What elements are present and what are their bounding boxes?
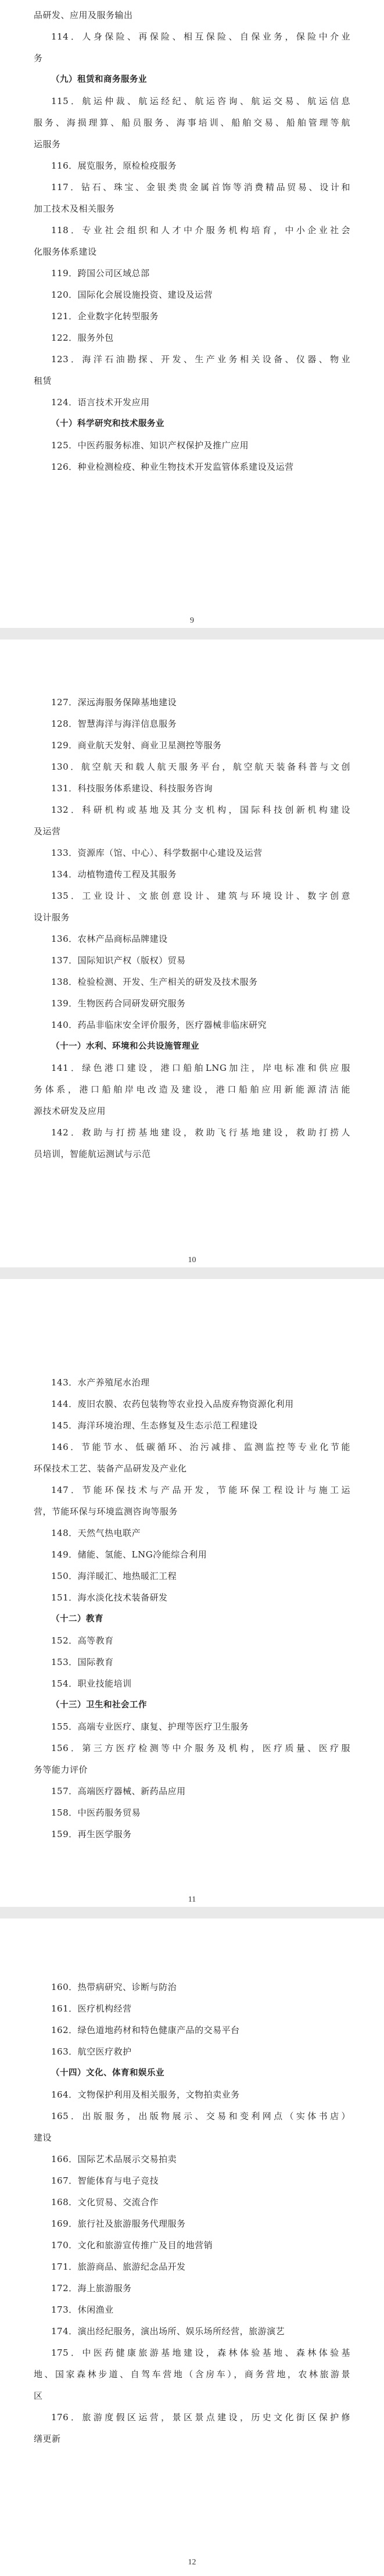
document-page — [0, 639, 384, 1267]
text-line: 162．绿色道地药材和特色健康产品的交易平台 — [51, 2025, 240, 2035]
text-line: 121．企业数字化转型服务 — [51, 311, 159, 321]
text-line: 115．航运仲裁、航运经纪、航运咨询、航运交易、航运信息 — [51, 96, 350, 106]
text-line: 172．海上旅游服务 — [51, 2283, 132, 2293]
text-line: 145．海洋环境治理、生态修复及生态示范工程建设 — [51, 1420, 258, 1431]
text-line: 125．中医药服务标准、知识产权保护及推广应用 — [51, 440, 249, 451]
page-number: 9 — [190, 616, 194, 625]
text-line: 157．高端医疗器械、新药品应用 — [51, 1786, 186, 1796]
text-line: 127．深远海服务保障基地建设 — [51, 697, 177, 708]
text-line: 138．检验检测、开发、生产相关的研发及技术服务 — [51, 977, 258, 987]
text-line: 务体系，港口船舶岸电改造及建设，港口船舶应用新能源清洁能 — [34, 1084, 350, 1095]
text-line: 147．节能环保技术与产品开发，节能环保工程设计与施工运 — [51, 1485, 350, 1495]
text-line: 126．种业检测检疫、种业生物技术开发监管体系建设及运营 — [51, 462, 294, 472]
document-page — [0, 0, 384, 628]
text-line: 137．国际知识产权（版权）贸易 — [51, 955, 186, 966]
document-page — [0, 1279, 384, 1907]
text-line: 159．再生医学服务 — [51, 1829, 132, 1839]
text-line: 118．专业社会组织和人才中介服务机构培育，中小企业社会 — [51, 225, 350, 235]
page-body — [34, 1977, 350, 2450]
text-line: 132．科研机构或基地及其分支机构，国际科技创新机构建设 — [51, 805, 350, 815]
text-line: 133．资源库（馆、中心）、科学数据中心建设及运营 — [51, 848, 263, 858]
text-line: 128．智慧海洋与海洋信息服务 — [51, 719, 177, 729]
text-line: 运服务 — [34, 139, 61, 149]
text-line: 119．跨国公司区域总部 — [51, 268, 150, 278]
text-line: 152．高等教育 — [51, 1635, 114, 1646]
text-line: 175．中医药健康旅游基地建设，森林体验基地、森林体验基 — [51, 2348, 350, 2358]
text-line: 170．文化和旅游宣传推广及目的地营销 — [51, 2240, 213, 2250]
page-separator — [0, 1267, 384, 1279]
text-line: 150．海洋暖汇、地热暖汇工程 — [51, 1571, 177, 1581]
section-heading: （十三）卫生和社会工作 — [51, 1700, 147, 1710]
text-line: 154．职业技能培训 — [51, 1678, 132, 1689]
page-body — [34, 5, 350, 478]
text-line: 务等能力评价 — [34, 1764, 88, 1775]
text-line: 151．海水淡化技术装备研发 — [51, 1592, 168, 1603]
text-line: 167．智能体育与电子竞技 — [51, 2175, 159, 2186]
text-line: 148．天然气热电联产 — [51, 1528, 141, 1538]
page-body — [34, 1372, 350, 1845]
text-line: 135．工业设计、文旅创意设计、建筑与环境设计、数字创意 — [51, 891, 350, 901]
text-line: 143．水产养殖尾水治理 — [51, 1377, 150, 1388]
text-line: 153．国际教育 — [51, 1657, 114, 1667]
section-heading: （十四）文化、体育和娱乐业 — [51, 2068, 164, 2078]
text-line: 131．科技服务体系建设、科技服务咨询 — [51, 783, 213, 794]
text-line: 地、国家森林步道、自驾车营地（含房车），商务营地，农林旅游景 — [34, 2369, 350, 2380]
text-line: 139．生物医药合同研发研究服务 — [51, 998, 186, 1009]
text-line: 117．钻石、珠宝、金银类贵金属首饰等消费精品贸易、设计和 — [51, 182, 350, 192]
text-line: 176．旅游度假区运营，景区景点建设，历史文化街区保护修 — [51, 2412, 350, 2423]
text-line: 130．航空航天和载人航天服务平台，航空航天装备科普与文创 — [51, 762, 350, 772]
text-line: 环保技术工艺、装备产品研发及产业化 — [34, 1463, 187, 1474]
text-line: 122．服务外包 — [51, 333, 114, 343]
text-line: 146．节能节水、低碳循环、治污减排、监测监控等专业化节能 — [51, 1442, 350, 1452]
page-number: 10 — [188, 1256, 196, 1264]
text-line: 144．废旧农膜、农药包装物等农业投入品废弃物资源化利用 — [51, 1399, 294, 1409]
text-line: 156．第三方医疗检测等中介服务及机构，医疗质量、医疗服 — [51, 1743, 350, 1753]
text-line: 169．旅行社及旅游服务代理服务 — [51, 2218, 186, 2229]
text-line: 164．文物保护利用及相关服务，文物拍卖业务 — [51, 2089, 240, 2100]
text-line: 建设 — [34, 2132, 52, 2143]
text-line: 114．人身保险、再保险、相互保险、自保业务，保险中介业 — [51, 31, 350, 42]
text-line: 173．休闲渔业 — [51, 2305, 114, 2315]
text-line: 务 — [34, 53, 43, 63]
text-line: 141．绿色港口建设，港口船舶LNG加注，岸电标准和供应服 — [51, 1063, 350, 1073]
page-body — [34, 692, 350, 1165]
page-number: 12 — [188, 2558, 196, 2567]
text-line: 136．农林产品商标品牌建设 — [51, 934, 168, 944]
section-heading: （九）租赁和商务服务业 — [51, 75, 147, 84]
text-line: 142．救助与打捞基地建设，救助飞行基地建设，救助打捞人 — [51, 1127, 350, 1138]
text-line: 129．商业航天发射、商业卫星测控等服务 — [51, 740, 222, 751]
text-line: 营，节能环保与环境监测咨询等服务 — [34, 1506, 178, 1517]
section-heading: （十一）水利、环境和公共设施管理业 — [51, 1042, 199, 1051]
page-separator — [0, 1907, 384, 1918]
text-line: 品研发、应用及服务输出 — [34, 10, 133, 20]
text-line: 168．文化贸易、交流合作 — [51, 2197, 159, 2207]
text-line: 服务、海损理算、船员服务、海事培训、船舶交易、船舶管理等航 — [34, 117, 350, 128]
text-line: 租赁 — [34, 376, 52, 386]
text-line: 160．热带病研究、诊断与防治 — [51, 1982, 177, 1992]
text-line: 155．高端专业医疗、康复、护理等医疗卫生服务 — [51, 1721, 249, 1732]
text-line: 源技术研发及应用 — [34, 1106, 106, 1116]
page-separator — [0, 628, 384, 639]
text-line: 设计服务 — [34, 912, 70, 923]
text-line: 163．航空医疗救护 — [51, 2046, 132, 2057]
text-line: 161．医疗机构经营 — [51, 2003, 132, 2014]
text-line: 171．旅游商品、旅游纪念品开发 — [51, 2261, 186, 2272]
text-line: 124．语言技术开发应用 — [51, 397, 150, 408]
text-line: 116．展览服务，原检检疫服务 — [51, 160, 177, 171]
section-heading: （十二）教育 — [51, 1614, 103, 1624]
text-line: 134．动植物遗传工程及其服务 — [51, 869, 177, 880]
page-number: 11 — [188, 1895, 196, 1904]
text-line: 174．演出经纪服务，演出场所、娱乐场所经营，旅游演艺 — [51, 2326, 285, 2336]
text-line: 区 — [34, 2391, 43, 2401]
text-line: 120．国际化会展设施投资、建设及运营 — [51, 290, 213, 300]
text-line: 化服务体系建设 — [34, 246, 97, 257]
text-line: 140．药品非临床安全评价服务，医疗器械非临床研究 — [51, 1020, 267, 1030]
text-line: 缮更新 — [34, 2434, 61, 2444]
text-line: 166．国际艺术品展示交易拍卖 — [51, 2154, 177, 2164]
text-line: 及运营 — [34, 826, 61, 837]
text-line: 158．中医药服务贸易 — [51, 1807, 141, 1818]
text-line: 加工技术及相关服务 — [34, 203, 115, 214]
text-line: 员培训，智能航运测试与示范 — [34, 1149, 151, 1159]
text-line: 149．储能、氢能、LNG冷能综合利用 — [51, 1549, 207, 1560]
text-line: 165．出版服务，出版物展示、交易和变利网点（实体书店） — [51, 2111, 350, 2121]
text-line: 123．海洋石油勘探、开发、生产业务相关设备、仪器、物业 — [51, 354, 350, 365]
document-page — [0, 1918, 384, 2576]
section-heading: （十）科学研究和技术服务业 — [51, 419, 164, 428]
